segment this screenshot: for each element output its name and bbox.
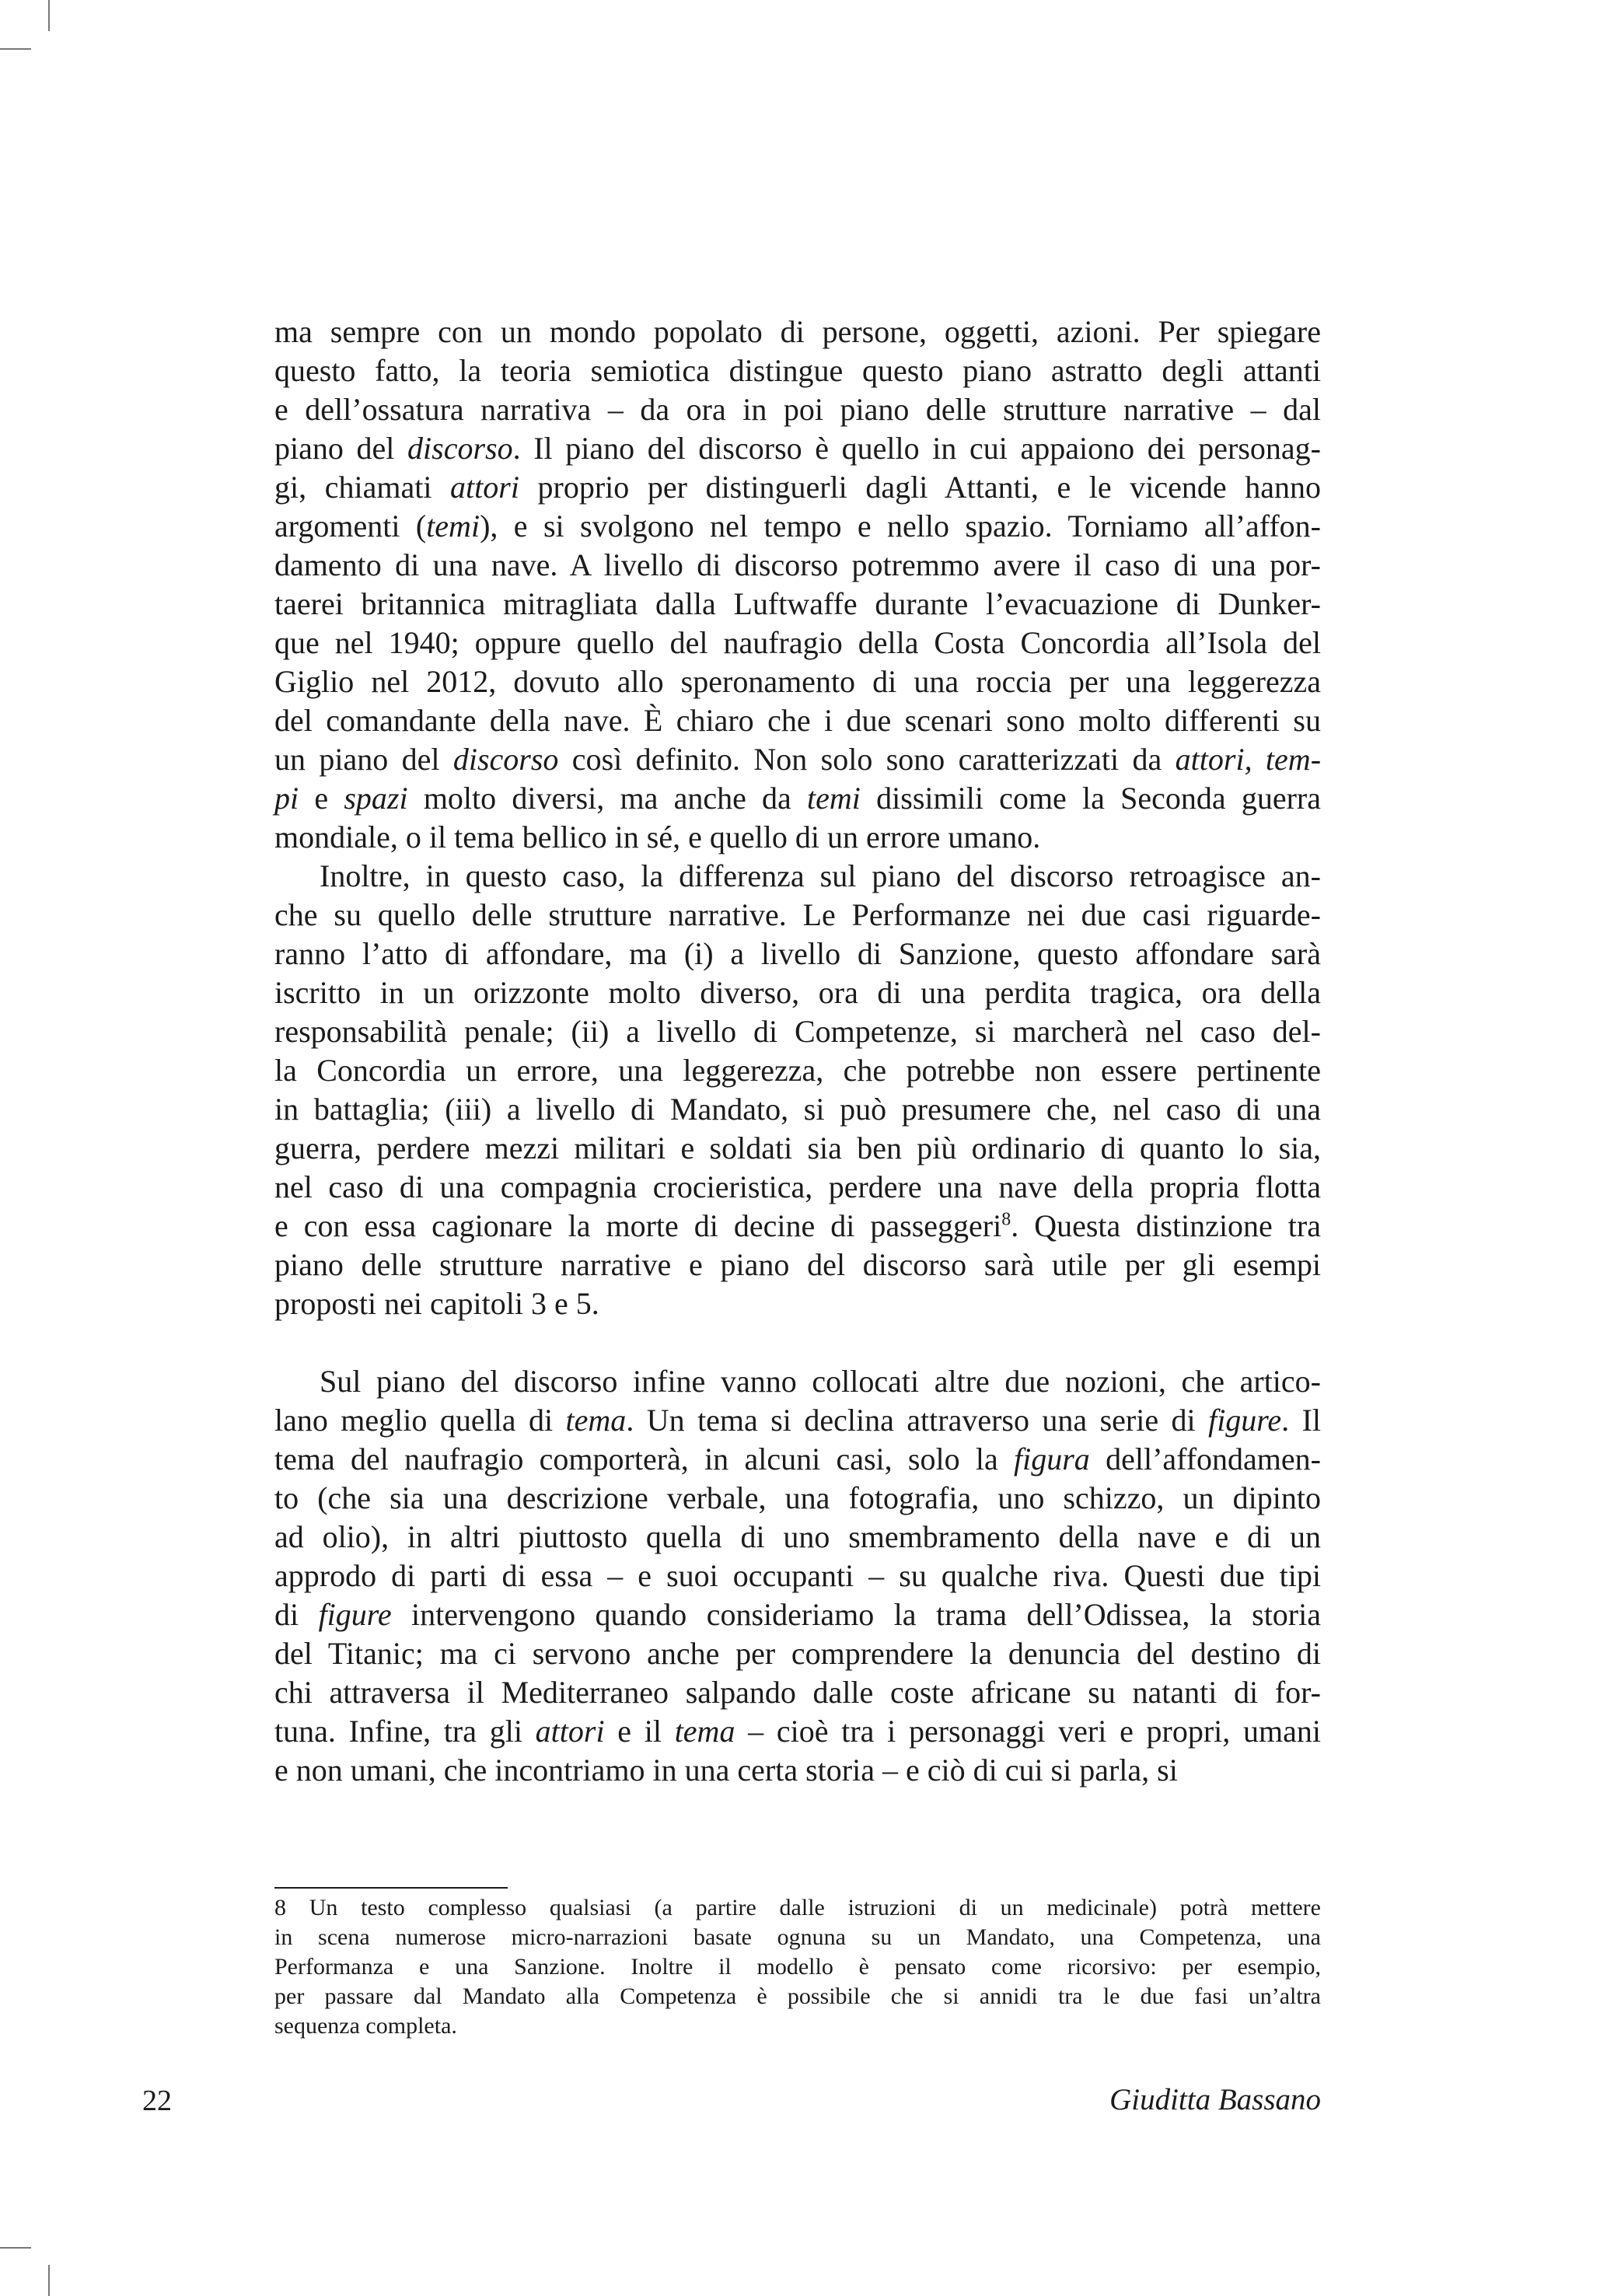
text-run: in battaglia; (iii) a livello di Mandato, si può presumere che, nel caso di una — [274, 1092, 1321, 1127]
italic-term: attori — [450, 470, 519, 505]
page-number: 22 — [142, 2085, 172, 2117]
text-line — [274, 585, 1321, 624]
text-line — [274, 507, 1321, 546]
text-run: lano meglio quella di — [274, 1403, 566, 1438]
text-run: tuna. Infine, tra gli — [274, 1714, 536, 1749]
footnote-line: sequenza completa. — [274, 2013, 457, 2039]
text-run: e — [299, 781, 344, 816]
text-run: ma sempre con un mondo popolato di persone, oggetti, azioni. Per spiegare — [274, 314, 1321, 349]
text-line — [274, 818, 1321, 857]
text-run: guerra, perdere mezzi militari e soldati sia ben più ordinario di quanto lo sia, — [274, 1131, 1321, 1165]
text-line — [274, 1012, 1321, 1051]
footnote-line: in scena numerose micro-narrazioni basate ognuna su un Mandato, una Competenza, una — [274, 1924, 1321, 1950]
text-run: intervengono quando consideriamo la trama dell’Odissea, la storia — [391, 1597, 1321, 1632]
text-run: e il — [604, 1714, 675, 1749]
paragraph — [274, 313, 1321, 857]
text-run: proprio per distinguerli dagli Attanti, e le vicende hanno — [519, 470, 1321, 505]
italic-term: discorso — [407, 431, 513, 466]
crop-mark-top-left-h — [0, 48, 31, 50]
text-line — [274, 546, 1321, 585]
paragraph — [274, 857, 1321, 1323]
text-run: la Concordia un errore, una leggerezza, che potrebbe non essere pertinente — [274, 1053, 1321, 1088]
italic-term: attori — [535, 1714, 605, 1749]
text-line — [274, 468, 1321, 507]
text-run: dissimili come la Seconda guerra — [860, 781, 1322, 816]
text-line — [274, 1401, 1321, 1440]
italic-term: attori, tem- — [1175, 742, 1322, 777]
text-line — [274, 1557, 1321, 1595]
italic-term: figura — [1014, 1442, 1090, 1476]
text-line — [274, 857, 1321, 896]
italic-term: tema — [674, 1714, 735, 1749]
text-line — [274, 662, 1321, 701]
text-run: di — [274, 1597, 319, 1632]
text-run: e non umani, che incontriamo in una certa storia – e ciò di cui si parla, si — [274, 1753, 1178, 1788]
crop-mark-bottom-left-h — [0, 2247, 31, 2249]
footnote-line: Performanza e una Sanzione. Inoltre il modello è pensato come ricorsivo: per esempio, — [274, 1954, 1321, 1980]
text-run: responsabilità penale; (ii) a livello di Competenze, si marcherà nel caso del- — [274, 1014, 1321, 1049]
footnote-reference: 8 — [1001, 1209, 1011, 1230]
text-run: ), e si svolgono nel tempo e nello spazio. Torniamo all’affon- — [480, 508, 1321, 543]
text-run: taerei britannica mitragliata dalla Luftwaffe durante l’evacuazione di Dunker- — [274, 586, 1321, 621]
text-run: . Il — [1281, 1403, 1322, 1438]
italic-term: pi — [274, 781, 299, 816]
text-run: piano del — [274, 431, 408, 466]
text-line — [274, 429, 1321, 468]
text-line — [274, 313, 1321, 351]
footnote-line: 8 Un testo complesso qualsiasi (a partire dalle istruzioni di un medicinale) potrà mettere — [274, 1895, 1321, 1920]
text-line — [274, 1090, 1321, 1129]
text-line — [274, 935, 1321, 973]
text-line — [274, 896, 1321, 935]
text-run: damento di una nave. A livello di discorso potremmo avere il caso di una por- — [274, 547, 1321, 582]
text-run: gi, chiamati — [274, 470, 451, 505]
text-run: . Il piano del discorso è quello in cui appaiono dei personag- — [512, 431, 1322, 466]
text-run: Sul piano del discorso infine vanno collocati altre due nozioni, che artico- — [320, 1364, 1321, 1399]
text-run: tema del naufragio comporterà, in alcuni casi, solo la — [274, 1442, 1015, 1476]
text-run: ranno l’atto di affondare, ma (i) a livello di Sanzione, questo affondare sarà — [274, 936, 1321, 971]
text-line — [274, 1129, 1321, 1168]
text-line — [274, 1595, 1321, 1634]
footnote-line: per passare dal Mandato alla Competenza è possibile che si annidi tra le due fasi un’altra — [274, 1983, 1321, 2009]
running-head-author: Giuditta Bassano — [1109, 2083, 1321, 2116]
text-run: chi attraversa il Mediterraneo salpando dalle coste africane su natanti di for- — [274, 1675, 1321, 1710]
text-run: – cioè tra i personaggi veri e propri, umani — [735, 1714, 1321, 1749]
text-line — [274, 1207, 1321, 1246]
text-line — [274, 1673, 1321, 1712]
text-run: argomenti ( — [274, 508, 427, 543]
text-run: un piano del — [274, 742, 453, 777]
text-line — [274, 1751, 1321, 1790]
text-run: Giglio nel 2012, dovuto allo speronamento di una roccia per una leggerezza — [274, 664, 1321, 699]
text-line — [274, 740, 1321, 779]
text-run: approdo di parti di essa – e suoi occupanti – su qualche riva. Questi due tipi — [274, 1558, 1321, 1593]
italic-term: tema — [565, 1403, 627, 1438]
crop-mark-top-left — [48, 0, 50, 31]
italic-term: figure — [318, 1597, 392, 1632]
text-line — [274, 1051, 1321, 1090]
text-line — [274, 1440, 1321, 1479]
text-run: molto diversi, ma anche da — [407, 781, 808, 816]
text-run: Inoltre, in questo caso, la differenza sul piano del discorso retroagisce an- — [320, 858, 1321, 893]
text-run: che su quello delle strutture narrative. Le Performanze nei due casi riguarde- — [274, 897, 1321, 932]
footnote — [274, 1893, 1321, 2041]
italic-term: discorso — [452, 742, 559, 777]
footnote-rule — [274, 1887, 508, 1889]
text-run: proposti nei capitoli 3 e 5. — [274, 1286, 599, 1321]
text-line — [274, 1284, 1321, 1323]
text-line — [274, 973, 1321, 1012]
text-run: così definito. Non solo sono caratterizzati da — [558, 742, 1176, 777]
body-text — [274, 313, 1321, 1790]
text-line — [274, 1518, 1321, 1557]
text-run: e dell’ossatura narrativa – da ora in poi piano delle strutture narrative – dal — [274, 392, 1321, 427]
text-run: del comandante della nave. È chiaro che i due scenari sono molto differenti su — [274, 703, 1321, 738]
text-line — [274, 1246, 1321, 1284]
text-line — [274, 779, 1321, 818]
text-line — [274, 624, 1321, 662]
text-line — [274, 1712, 1321, 1751]
text-run: nel caso di una compagnia crocieristica, perdere una nave della propria flotta — [274, 1169, 1321, 1204]
crop-mark-bottom-left — [48, 2265, 50, 2296]
paragraph — [274, 1362, 1321, 1790]
text-run: . Questa distinzione tra — [1011, 1208, 1321, 1243]
text-line — [274, 1479, 1321, 1518]
text-run: to (che sia una descrizione verbale, una fotografia, uno schizzo, un dipinto — [274, 1480, 1321, 1515]
text-line — [274, 1168, 1321, 1207]
text-line — [274, 390, 1321, 429]
italic-term: temi — [426, 508, 480, 543]
text-run: que nel 1940; oppure quello del naufragio della Costa Concordia all’Isola del — [274, 625, 1321, 660]
italic-term: temi — [807, 781, 861, 816]
text-run: . Un tema si declina attraverso una serie di — [626, 1403, 1209, 1438]
text-run: piano delle strutture narrative e piano del discorso sarà utile per gli esempi — [274, 1247, 1321, 1282]
text-run: e con essa cagionare la morte di decine di passeggeri — [274, 1208, 1002, 1243]
text-run: mondiale, o il tema bellico in sé, e quello di un errore umano. — [274, 820, 1041, 854]
text-run: iscritto in un orizzonte molto diverso, ora di una perdita tragica, ora della — [274, 975, 1321, 1010]
italic-term: spazi — [344, 781, 408, 816]
text-line — [274, 1634, 1321, 1673]
text-run: ad olio), in altri piuttosto quella di uno smembramento della nave e di un — [274, 1519, 1321, 1554]
text-run: questo fatto, la teoria semiotica distingue questo piano astratto degli attanti — [274, 353, 1321, 388]
italic-term: figure — [1208, 1403, 1282, 1438]
text-run: del Titanic; ma ci servono anche per comprendere la denuncia del destino di — [274, 1636, 1321, 1671]
text-line — [274, 701, 1321, 740]
text-line — [274, 351, 1321, 390]
text-line — [274, 1362, 1321, 1401]
text-run: dell’affondamen- — [1089, 1442, 1321, 1476]
